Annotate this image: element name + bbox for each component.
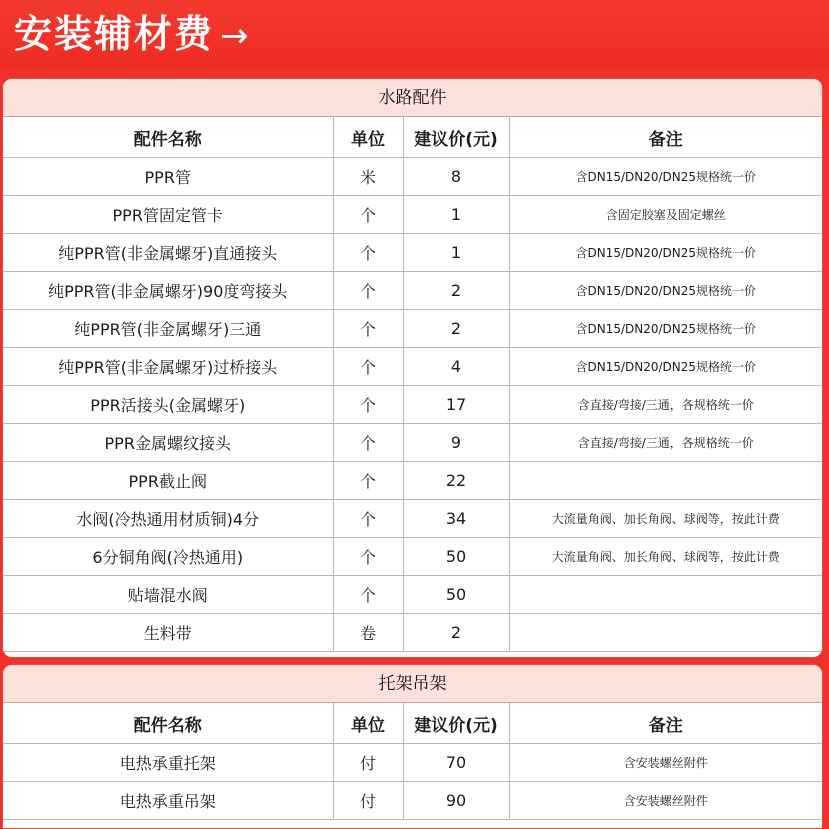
cell-name: PPR管固定管卡 [3,196,333,234]
cell-unit: 个 [333,576,403,614]
section-title: 水路配件 [3,79,822,117]
cell-note: 含DN15/DN20/DN25规格统一价 [509,348,822,386]
cell-name: PPR管 [3,158,333,196]
cell-name: 纯PPR管(非金属螺牙)直通接头 [3,234,333,272]
cell-price: 2 [403,614,509,652]
table-row [3,386,822,424]
cell-name: 纯PPR管(非金属螺牙)过桥接头 [3,348,333,386]
cell-price: 2 [403,272,509,310]
water-fittings-table [3,117,822,652]
cell-name: 生料带 [3,614,333,652]
table-row [3,424,822,462]
cell-name: 6分铜角阀(冷热通用) [3,538,333,576]
table-row [3,196,822,234]
column-header-note: 备注 [509,703,822,744]
cell-name: PPR活接头(金属螺牙) [3,386,333,424]
water-fittings-panel [2,78,823,658]
table-body [3,158,822,652]
cell-note: 含DN15/DN20/DN25规格统一价 [509,310,822,348]
banner-title[interactable] [14,10,251,60]
cell-note [509,614,822,652]
table-row [3,158,822,196]
cell-unit: 米 [333,158,403,196]
cell-note: 含安装螺丝附件 [509,744,822,782]
column-header-name: 配件名称 [3,703,333,744]
column-header-price: 建议价(元) [403,117,509,158]
table-row [3,500,822,538]
table-row [3,744,822,782]
table-row [3,538,822,576]
arrow-right-icon: → [220,16,251,56]
cell-unit: 个 [333,348,403,386]
table-row [3,576,822,614]
cell-name: 纯PPR管(非金属螺牙)三通 [3,310,333,348]
cell-unit: 个 [333,386,403,424]
bracket-table [3,703,822,820]
cell-price: 50 [403,576,509,614]
cell-note: 含DN15/DN20/DN25规格统一价 [509,272,822,310]
cell-price: 22 [403,462,509,500]
cell-name: 电热承重托架 [3,744,333,782]
cell-unit: 卷 [333,614,403,652]
cell-unit: 个 [333,310,403,348]
table-row [3,462,822,500]
table-row [3,234,822,272]
cell-name: PPR金属螺纹接头 [3,424,333,462]
cell-price: 70 [403,744,509,782]
cell-price: 34 [403,500,509,538]
cell-price: 2 [403,310,509,348]
cell-note: 含DN15/DN20/DN25规格统一价 [509,158,822,196]
column-header-price: 建议价(元) [403,703,509,744]
cell-unit: 付 [333,744,403,782]
cell-unit: 个 [333,500,403,538]
cell-unit: 付 [333,782,403,820]
column-header-unit: 单位 [333,117,403,158]
banner [0,0,829,68]
cell-name: 电热承重吊架 [3,782,333,820]
cell-note: 大流量角阀、加长角阀、球阀等，按此计费 [509,500,822,538]
table-row [3,614,822,652]
cell-price: 17 [403,386,509,424]
cell-price: 90 [403,782,509,820]
cell-note: 大流量角阀、加长角阀、球阀等，按此计费 [509,538,822,576]
column-header-name: 配件名称 [3,117,333,158]
cell-note: 含DN15/DN20/DN25规格统一价 [509,234,822,272]
table-header-row [3,117,822,158]
table-body [3,744,822,820]
cell-note: 含固定胶塞及固定螺丝 [509,196,822,234]
cell-unit: 个 [333,462,403,500]
cell-note [509,576,822,614]
table-row [3,310,822,348]
section-title: 托架吊架 [3,665,822,703]
cell-price: 9 [403,424,509,462]
cell-unit: 个 [333,272,403,310]
cell-name: 水阀(冷热通用材质铜)4分 [3,500,333,538]
cell-unit: 个 [333,196,403,234]
cell-price: 8 [403,158,509,196]
cell-name: 贴墙混水阀 [3,576,333,614]
cell-name: 纯PPR管(非金属螺牙)90度弯接头 [3,272,333,310]
column-header-note: 备注 [509,117,822,158]
cell-note: 含直接/弯接/三通，各规格统一价 [509,424,822,462]
table-header-row [3,703,822,744]
cell-unit: 个 [333,234,403,272]
bracket-panel [2,664,823,829]
cell-price: 1 [403,234,509,272]
table-row [3,782,822,820]
cell-price: 1 [403,196,509,234]
column-header-unit: 单位 [333,703,403,744]
table-row [3,272,822,310]
cell-unit: 个 [333,538,403,576]
cell-note: 含安装螺丝附件 [509,782,822,820]
cell-price: 50 [403,538,509,576]
cell-note [509,462,822,500]
cell-name: PPR截止阀 [3,462,333,500]
banner-title-text: 安装辅材费 [14,12,215,56]
table-row [3,348,822,386]
cell-note: 含直接/弯接/三通，各规格统一价 [509,386,822,424]
cell-unit: 个 [333,424,403,462]
cell-price: 4 [403,348,509,386]
